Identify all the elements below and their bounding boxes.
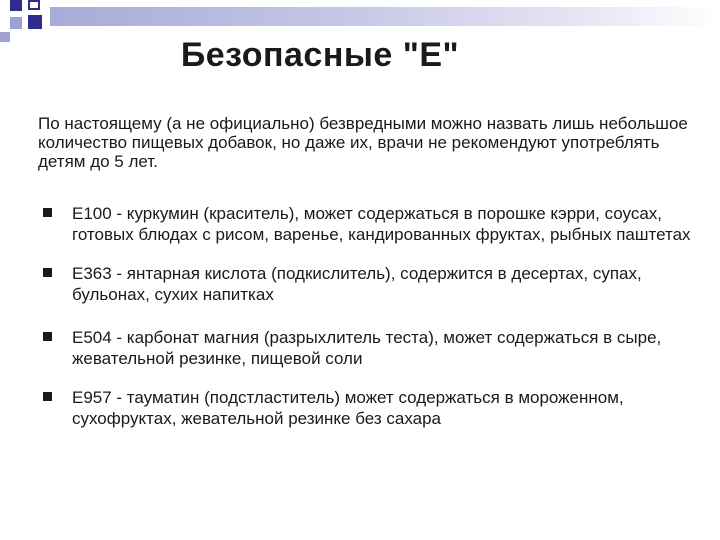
square-bullet-icon [43, 392, 52, 401]
list-item-text: Е957 - тауматин (подстластитель) может содержаться в мороженном, сухофруктах, жевательной резинке без сахара [72, 388, 624, 428]
decor-square-outline [28, 0, 40, 10]
header-gradient-bar [50, 7, 720, 26]
decor-square-dark [28, 15, 42, 29]
list-item [40, 263, 700, 305]
square-bullet-icon [43, 208, 52, 217]
square-bullet-icon [43, 268, 52, 277]
decor-square-dark [10, 0, 22, 11]
list-item [40, 203, 700, 245]
list-item-text: Е100 - куркумин (краситель), может содержаться в порошке кэрри, соусах, готовых блюдах с рисом, варенье, кандированных фруктах, рыбных паштетах [72, 204, 691, 244]
additive-list [40, 203, 700, 447]
decor-square-light [10, 17, 22, 29]
square-bullet-icon [43, 332, 52, 341]
slide-title: Безопасные "Е" [180, 36, 460, 74]
list-item-text: Е504 - карбонат магния (разрыхлитель теста), может содержаться в сыре, жевательной резинке, пищевой соли [72, 328, 662, 368]
list-item [40, 327, 700, 369]
list-item-text: Е363 - янтарная кислота (подкислитель), содержится в десертах, супах, бульонах, сухих напитках [72, 264, 642, 304]
list-item [40, 387, 700, 429]
intro-paragraph: По настоящему (а не официально) безвредными можно назвать лишь небольшое количество пищевых добавок, но даже их, врачи не рекомендуют употреблять детям до 5 лет. [38, 114, 688, 171]
